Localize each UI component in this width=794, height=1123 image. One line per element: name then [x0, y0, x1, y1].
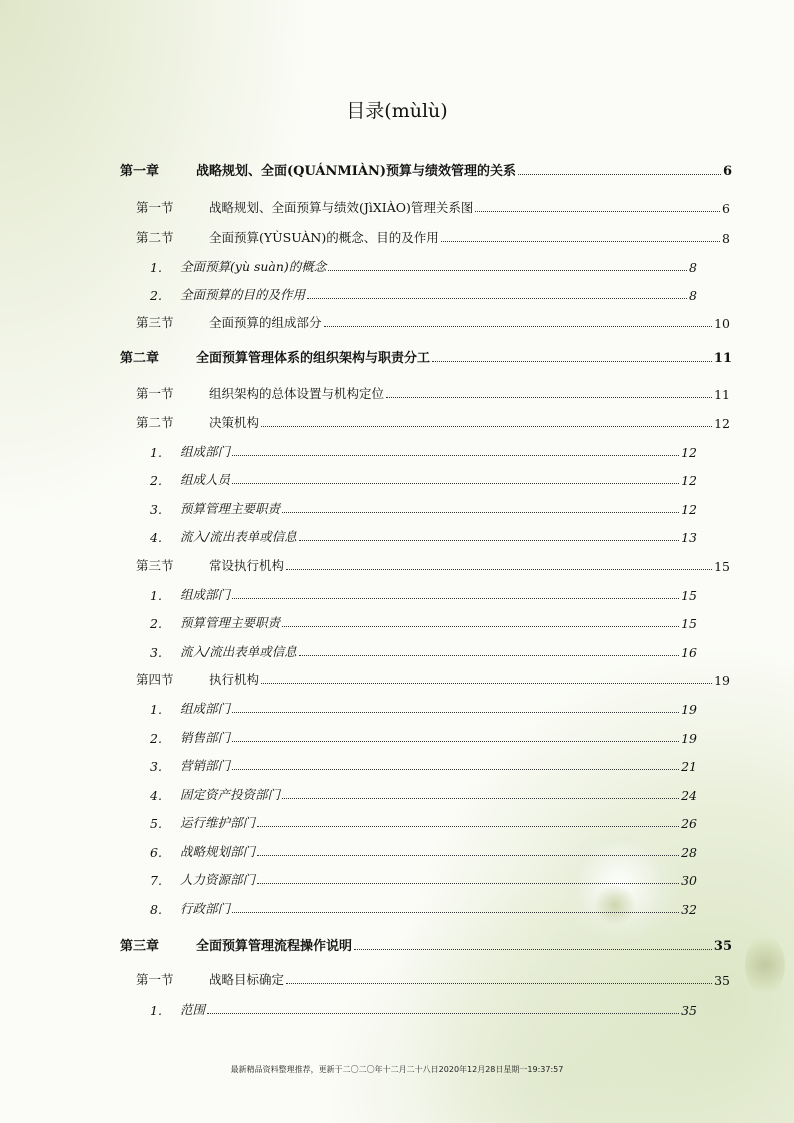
toc-leader-dots [286, 983, 712, 984]
toc-leader-dots [328, 270, 687, 271]
toc-entry-label: 全面预算(yù suàn)的概念 [180, 259, 327, 274]
toc-entry[interactable] [136, 228, 730, 246]
toc-entry-page: 13 [681, 530, 697, 545]
toc-leader-dots [261, 683, 712, 684]
toc-entry-number: 2. [150, 731, 162, 746]
toc-entry-label: 组成部门 [180, 701, 231, 716]
toc-entry-number: 3. [150, 645, 162, 660]
toc-leader-dots [282, 626, 679, 627]
toc-entry-page: 12 [714, 416, 730, 431]
toc-entry-page: 19 [681, 702, 697, 717]
toc-entry[interactable] [150, 1000, 697, 1018]
toc-leader-dots [282, 798, 679, 799]
toc-entry-page: 35 [714, 973, 730, 988]
toc-entry-number: 2. [150, 616, 162, 631]
toc-entry-number: 5. [150, 816, 162, 831]
toc-entry[interactable] [150, 813, 697, 831]
page-title: 目录(mùlù) [346, 100, 448, 122]
toc-leader-dots [386, 397, 712, 398]
toc-entry-page: 21 [681, 759, 697, 774]
toc-leader-dots [324, 326, 713, 327]
toc-entry-page: 28 [681, 845, 697, 860]
toc-entry-label: 销售部门 [180, 730, 231, 745]
toc-entry-page: 15 [681, 616, 697, 631]
toc-entry-number: 第三节 [136, 558, 174, 573]
toc-entry[interactable] [150, 699, 697, 717]
toc-entry-number: 1. [150, 702, 162, 717]
toc-entry-label: 战略规划、全面预算与绩效(JìXIÀO)管理关系图 [209, 200, 474, 215]
toc-entry[interactable] [150, 756, 697, 774]
toc-entry[interactable] [136, 970, 730, 988]
toc-entry-label: 预算管理主要职责 [180, 501, 281, 516]
toc-entry-label: 组成部门 [180, 587, 231, 602]
toc-entry-label: 组织架构的总体设置与机构定位 [209, 386, 385, 401]
toc-entry-page: 30 [681, 873, 697, 888]
toc-entry-label: 范围 [180, 1002, 206, 1017]
toc-entry-number: 1. [150, 445, 162, 460]
toc-entry-label: 运行维护部门 [180, 815, 256, 830]
toc-leader-dots [257, 883, 679, 884]
toc-entry-label: 固定资产投资部门 [180, 787, 281, 802]
toc-entry-number: 8. [150, 902, 162, 917]
toc-entry-page: 11 [714, 387, 730, 402]
toc-entry[interactable] [136, 670, 730, 688]
toc-entry[interactable] [150, 499, 697, 517]
toc-entry[interactable] [150, 442, 697, 460]
toc-entry-page: 12 [681, 445, 697, 460]
toc-entry[interactable] [136, 384, 730, 402]
toc-entry-number: 6. [150, 845, 162, 860]
toc-entry[interactable] [150, 613, 697, 631]
toc-leader-dots [207, 1013, 679, 1014]
toc-leader-dots [299, 655, 679, 656]
toc-entry-number: 3. [150, 502, 162, 517]
toc-entry-page: 15 [714, 559, 730, 574]
toc-entry[interactable] [150, 899, 697, 917]
toc-entry-page: 16 [681, 645, 697, 660]
toc-entry-label: 行政部门 [180, 901, 231, 916]
toc-entry-number: 2. [150, 473, 162, 488]
toc-entry-number: 1. [150, 1003, 162, 1018]
toc-entry-number: 第一节 [136, 200, 174, 215]
toc-entry-label: 流入/流出表单或信息 [180, 644, 297, 659]
toc-leader-dots [232, 483, 679, 484]
toc-entry-page: 24 [681, 788, 697, 803]
toc-entry-page: 12 [681, 502, 697, 517]
toc-entry-page: 32 [681, 902, 697, 917]
toc-leader-dots [432, 361, 712, 362]
toc-entry-number: 第一节 [136, 972, 174, 987]
toc-entry-number: 第二章 [120, 351, 160, 366]
toc-entry-label: 流入/流出表单或信息 [180, 529, 297, 544]
toc-entry-label: 战略规划、全面(QUÁNMIÀN)预算与绩效管理的关系 [196, 164, 516, 179]
toc-entry-number: 7. [150, 873, 162, 888]
toc-entry[interactable] [150, 870, 697, 888]
toc-entry-label: 全面预算管理体系的组织架构与职责分工 [196, 351, 431, 366]
toc-entry[interactable] [120, 935, 732, 954]
toc-entry-page: 8 [689, 288, 697, 303]
toc-entry-number: 第二节 [136, 230, 174, 245]
toc-entry[interactable] [120, 160, 732, 179]
page-footer: 最新精品资料整理推荐，更新于二〇二〇年十二月二十八日2020年12月28日星期一19:37:57 [230, 1065, 564, 1074]
toc-leader-dots [286, 569, 712, 570]
toc-leader-dots [257, 855, 679, 856]
toc-entry[interactable] [120, 347, 732, 366]
toc-leader-dots [232, 598, 679, 599]
toc-entry-page: 19 [681, 731, 697, 746]
toc-leader-dots [441, 241, 720, 242]
toc-entry-page: 35 [681, 1003, 697, 1018]
toc-leader-dots [232, 455, 679, 456]
toc-entry-number: 第一节 [136, 386, 174, 401]
toc-leader-dots [232, 769, 679, 770]
toc-entry-number: 1. [150, 588, 162, 603]
toc-entry[interactable] [150, 785, 697, 803]
toc-leader-dots [475, 211, 720, 212]
toc-entry-label: 战略规划部门 [180, 844, 256, 859]
toc-entry-label: 组成人员 [180, 472, 231, 487]
toc-entry-number: 1. [150, 260, 162, 275]
toc-entry-label: 战略目标确定 [209, 972, 285, 987]
toc-entry-number: 第四节 [136, 672, 174, 687]
toc-entry[interactable] [150, 728, 697, 746]
toc-entry-label: 常设执行机构 [209, 558, 285, 573]
toc-entry-page: 6 [722, 164, 732, 179]
toc-leader-dots [299, 540, 679, 541]
toc-entry[interactable] [136, 413, 730, 431]
toc-entry-label: 营销部门 [180, 758, 231, 773]
toc-entry-page: 6 [722, 201, 730, 216]
toc-entry-label: 执行机构 [209, 672, 260, 687]
toc-entry-number: 第二节 [136, 415, 174, 430]
toc-leader-dots [232, 741, 679, 742]
toc-entry-label: 人力资源部门 [180, 872, 256, 887]
toc-entry-number: 第三节 [136, 315, 174, 330]
toc-entry[interactable] [150, 470, 697, 488]
toc-entry[interactable] [150, 842, 697, 860]
toc-entry-page: 8 [722, 231, 730, 246]
toc-entry-number: 第三章 [120, 939, 160, 954]
toc-entry-number: 第一章 [120, 164, 160, 179]
toc-entry-page: 19 [714, 673, 730, 688]
toc-leader-dots [232, 712, 679, 713]
toc-entry-page: 26 [681, 816, 697, 831]
toc-entry-label: 全面预算管理流程操作说明 [196, 939, 353, 954]
toc-entry-label: 组成部门 [180, 444, 231, 459]
toc-entry-label: 全面预算的目的及作用 [180, 287, 306, 302]
toc-entry[interactable] [150, 642, 697, 660]
toc-leader-dots [518, 174, 721, 175]
toc-entry[interactable] [150, 257, 697, 275]
toc-entry-number: 3. [150, 759, 162, 774]
toc-entry-page: 35 [713, 939, 732, 954]
toc-entry-number: 4. [150, 530, 162, 545]
toc-entry-page: 10 [714, 316, 730, 331]
toc-entry-page: 11 [713, 351, 732, 366]
toc-leader-dots [257, 826, 679, 827]
toc-leader-dots [282, 512, 679, 513]
toc-leader-dots [307, 298, 687, 299]
toc-entry-page: 12 [681, 473, 697, 488]
toc-entry-label: 决策机构 [209, 415, 260, 430]
toc-entry[interactable] [136, 313, 730, 331]
toc-entry[interactable] [150, 585, 697, 603]
toc-entry-number: 4. [150, 788, 162, 803]
toc-leader-dots [354, 949, 712, 950]
toc-entry[interactable] [150, 285, 697, 303]
toc-entry[interactable] [136, 198, 730, 216]
toc-entry-page: 15 [681, 588, 697, 603]
toc-entry-label: 全面预算(YÙSUÀN)的概念、目的及作用 [209, 230, 439, 245]
toc-entry-label: 预算管理主要职责 [180, 615, 281, 630]
toc-entry-page: 8 [689, 260, 697, 275]
toc-entry[interactable] [136, 556, 730, 574]
toc-entry[interactable] [150, 527, 697, 545]
toc-entry-label: 全面预算的组成部分 [209, 315, 322, 330]
toc-leader-dots [232, 912, 679, 913]
toc-leader-dots [261, 426, 712, 427]
toc-entry-number: 2. [150, 288, 162, 303]
